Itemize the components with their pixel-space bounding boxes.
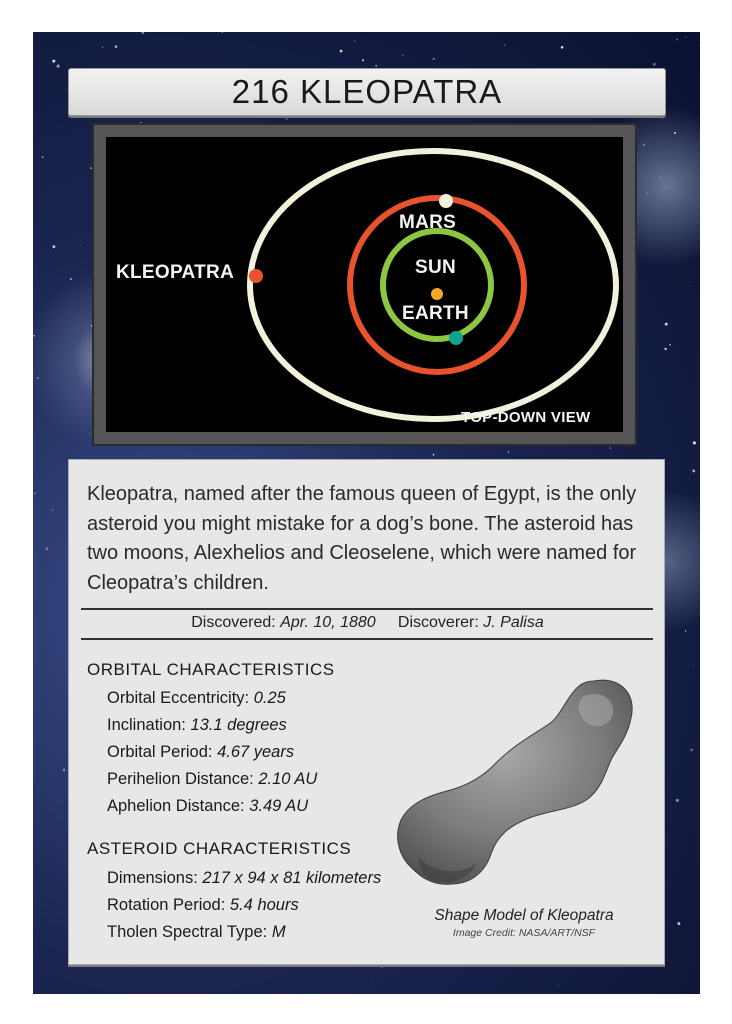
star: [340, 50, 343, 53]
discovery-row: [69, 614, 666, 632]
star: [693, 441, 696, 444]
star: [699, 45, 700, 46]
star: [674, 132, 676, 134]
sun-dot: [431, 288, 443, 300]
star: [115, 45, 118, 48]
star: [610, 447, 612, 449]
earth-planet-dot: [449, 331, 463, 345]
star: [676, 39, 678, 41]
star: [433, 58, 435, 60]
orbit-diagram-frame: [92, 123, 637, 446]
star: [504, 44, 505, 45]
star: [328, 45, 329, 46]
star: [664, 348, 666, 350]
star: [677, 922, 680, 925]
star: [221, 32, 223, 33]
info-panel: [68, 459, 665, 965]
kleopatra-orbit: [250, 151, 616, 419]
card-title: 216 KLEOPATRA: [231, 73, 503, 110]
orbital-period: Orbital Period: 4.67 years: [107, 743, 295, 761]
tholen-spectral-type: Tholen Spectral Type: M: [107, 923, 286, 941]
kleopatra-label: KLEOPATRA: [116, 262, 235, 283]
mars-label: MARS: [399, 212, 457, 233]
rotation-period: Rotation Period: 5.4 hours: [107, 896, 299, 914]
kleopatra-marker: [249, 269, 263, 283]
star: [402, 54, 403, 55]
discovered-label: Discovered:: [191, 614, 276, 631]
star: [63, 769, 65, 771]
perihelion-distance: Perihelion Distance: 2.10 AU: [107, 770, 318, 788]
star: [689, 286, 690, 287]
star: [660, 176, 661, 177]
sun-label: SUN: [415, 257, 457, 278]
star: [647, 193, 648, 194]
discoverer-label: Discoverer:: [397, 614, 479, 631]
star: [57, 65, 60, 68]
aphelion-distance: Aphelion Distance: 3.49 AU: [107, 797, 309, 815]
star: [51, 509, 53, 511]
star: [508, 451, 509, 452]
star: [676, 799, 679, 802]
star: [469, 39, 470, 40]
star: [692, 469, 695, 472]
star: [34, 493, 36, 495]
star: [693, 665, 694, 666]
divider-bottom: [81, 638, 653, 640]
star: [381, 967, 382, 968]
title-banner: [68, 68, 666, 116]
star: [690, 748, 693, 751]
asteroid-list: [107, 865, 381, 946]
orbit-diagram-graphic: [106, 137, 623, 432]
divider-top: [81, 608, 653, 610]
star: [37, 377, 39, 379]
shape-caption: Shape Model of Kleopatra: [434, 907, 614, 924]
star: [286, 118, 288, 120]
star: [561, 46, 564, 49]
star: [33, 335, 34, 336]
asteroid-card: [33, 32, 700, 994]
star: [142, 32, 144, 34]
star: [89, 434, 90, 435]
star: [46, 547, 49, 550]
star: [80, 245, 81, 246]
star: [372, 982, 373, 983]
earth-label: EARTH: [402, 303, 469, 324]
star: [102, 47, 103, 48]
orbital-eccentricity: Orbital Eccentricity: 0.25: [107, 689, 286, 707]
kleopatra-shape-model: [379, 658, 649, 903]
inclination: Inclination: 13.1 degrees: [107, 716, 287, 734]
star: [375, 65, 377, 67]
star: [685, 630, 686, 631]
asteroid-heading: ASTEROID CHARACTERISTICS: [87, 839, 352, 858]
star: [665, 323, 668, 326]
star: [42, 156, 43, 157]
star: [52, 60, 55, 63]
star: [130, 967, 131, 968]
star: [70, 278, 72, 280]
star: [362, 59, 364, 61]
star: [669, 344, 671, 346]
star: [558, 985, 559, 986]
discovered-value: Apr. 10, 1880: [280, 614, 376, 631]
description-text: Kleopatra, named after the famous queen of Egypt, is the only asteroid you might mistake for a dog’s bone. The asteroid has two moons, Alexhelios and Cleoselene, which were named for Cleopatra’s children.: [87, 483, 637, 594]
star: [653, 63, 656, 66]
orbit-diagram: [106, 137, 623, 432]
star: [433, 454, 435, 456]
view-label: TOP-DOWN VIEW: [461, 409, 591, 426]
dimensions: Dimensions: 217 x 94 x 81 kilometers: [107, 869, 382, 887]
orbital-list: [107, 685, 317, 820]
image-credit: Image Credit: NASA/ART/NSF: [452, 927, 596, 939]
star: [643, 144, 645, 146]
star: [52, 245, 55, 248]
mars-planet-dot: [439, 194, 453, 208]
orbital-heading: ORBITAL CHARACTERISTICS: [87, 660, 335, 679]
star: [661, 117, 663, 119]
discoverer-value: J. Palisa: [483, 614, 544, 631]
star: [354, 40, 355, 41]
star: [686, 37, 687, 38]
